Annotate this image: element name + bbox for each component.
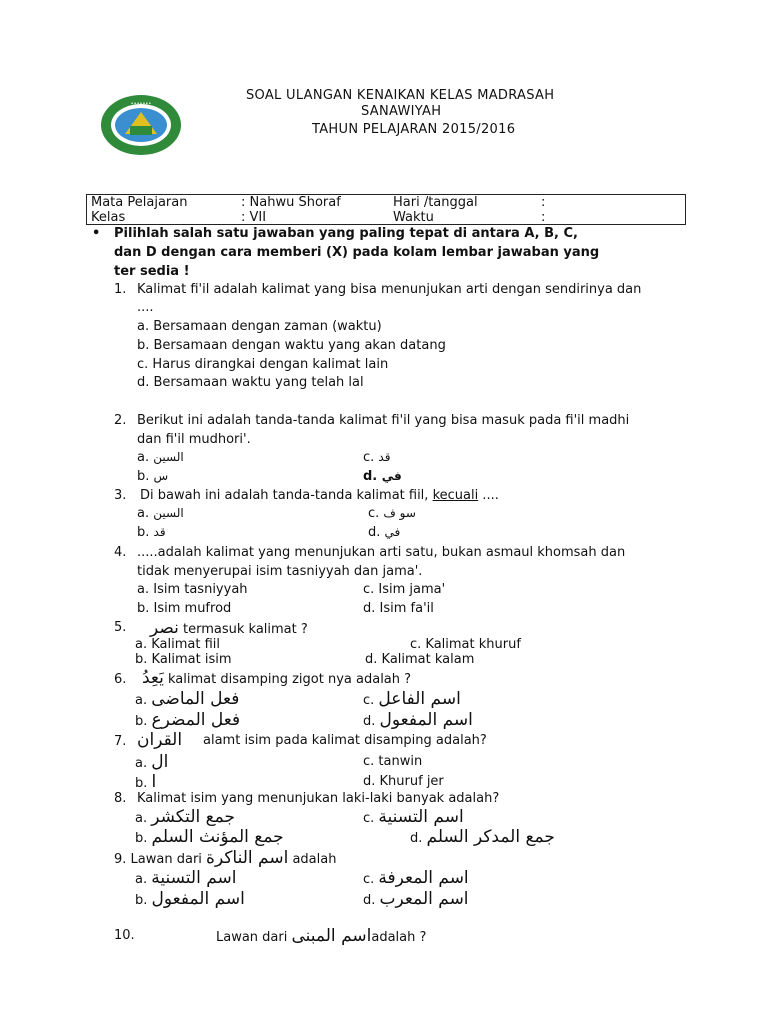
q7-text: alamt isim pada kalimat disamping adalah?	[203, 733, 487, 748]
q6-number: 6.	[114, 672, 127, 687]
q2-text-cont: dan fi'il mudhori'.	[137, 432, 251, 447]
q1-option-a: a. Bersamaan dengan zaman (waktu)	[137, 319, 382, 334]
q5-option-d: d. Kalimat kalam	[365, 652, 475, 667]
q1-option-b: b. Bersamaan dengan waktu yang akan datang	[137, 338, 446, 353]
madrasah-logo	[100, 94, 182, 156]
q5-text: نصر termasuk kalimat ?	[150, 618, 308, 638]
q3-option-b: b. قد	[137, 525, 166, 540]
q6-option-d: d. اسم المفعول	[363, 710, 473, 730]
q6-option-a: a. فعل الماضى	[135, 689, 240, 709]
waktu-value: :	[541, 210, 546, 225]
q8-option-d: d. جمع المدكر السلم	[410, 827, 555, 847]
q9-option-a: a. اسم التسنية	[135, 868, 237, 888]
q8-number: 8.	[114, 791, 127, 806]
q5-option-b: b. Kalimat isim	[135, 652, 232, 667]
q4-text: .....adalah kalimat yang menunjukan arti satu, bukan asmaul khomsah dan	[137, 545, 626, 560]
instruction-line1: Pilihlah salah satu jawaban yang paling tepat di antara A, B, C,	[114, 226, 578, 241]
q4-option-a: a. Isim tasniyyah	[137, 582, 248, 597]
header-line3: TAHUN PELAJARAN 2015/2016	[312, 122, 516, 137]
q8-option-a: a. جمع التكشر	[135, 807, 236, 827]
hari-value: :	[541, 195, 546, 210]
q3-text: Di bawah ini adalah tanda-tanda kalimat fiil, kecuali ....	[140, 488, 499, 503]
q5-option-a: a. Kalimat fiil	[135, 637, 220, 652]
kelas-label: Kelas	[91, 210, 126, 225]
q1-text-cont: ....	[137, 300, 154, 315]
q9-question: 9. Lawan dari اسم الناكرة adalah	[114, 848, 337, 868]
mapel-value: : Nahwu Shoraf	[241, 195, 341, 210]
q4-number: 4.	[114, 545, 127, 560]
header-line2: SANAWIYAH	[361, 104, 442, 119]
q2-text: Berikut ini adalah tanda-tanda kalimat fi'il yang bisa masuk pada fi'il madhi	[137, 413, 630, 428]
q7-option-c: c. tanwin	[363, 754, 423, 769]
q8-option-b: b. جمع المؤنث السلم	[135, 827, 284, 847]
q7-option-a: a. ال	[135, 752, 169, 772]
q10-text: Lawan dari اسم المبنىadalah ?	[216, 926, 427, 946]
kelas-value: : VII	[241, 210, 267, 225]
q5-number: 5.	[114, 620, 127, 635]
q4-option-c: c. Isim jama'	[363, 582, 446, 597]
q7-option-d: d. Khuruf jer	[363, 774, 444, 789]
q3-option-d: d. في	[368, 525, 401, 540]
q8-text: Kalimat isim yang menunjukan laki-laki banyak adalah?	[137, 791, 500, 806]
q10-number: 10.	[114, 928, 135, 943]
q8-option-c: c. اسم التسنية	[363, 807, 464, 827]
q9-option-c: c. اسم المعرفة	[363, 868, 469, 888]
q3-number: 3.	[114, 488, 127, 503]
q9-option-b: b. اسم المفعول	[135, 889, 245, 909]
q9-option-d: d. اسم المعرب	[363, 889, 469, 909]
q4-option-b: b. Isim mufrod	[137, 601, 232, 616]
q1-option-c: c. Harus dirangkai dengan kalimat lain	[137, 357, 389, 372]
q2-number: 2.	[114, 413, 127, 428]
mapel-label: Mata Pelajaran	[91, 195, 188, 210]
q7-option-b: b. ا	[135, 772, 157, 792]
q6-text: يَعِدُ kalimat disamping zigot nya adalah ?	[142, 668, 412, 688]
q6-option-b: b. فعل المضرع	[135, 710, 241, 730]
q1-text: Kalimat fi'il adalah kalimat yang bisa menunjukan arti dengan sendirinya dan	[137, 282, 642, 297]
hari-label: Hari /tanggal	[393, 195, 478, 210]
q3-option-a: a. السين	[137, 506, 184, 521]
q2-option-d: d. في	[363, 469, 402, 484]
q7-number: 7.	[114, 734, 127, 749]
instruction-line2: dan D dengan cara memberi (X) pada kolam lembar jawaban yang	[114, 245, 600, 260]
q1-option-d: d. Bersamaan waktu yang telah lal	[137, 375, 364, 390]
instruction-line3: ter sedia !	[114, 264, 190, 279]
q3-option-c: c. سو ف	[368, 506, 416, 521]
q7-arabic-word: القران	[137, 730, 183, 750]
q6-option-c: c. اسم الفاعل	[363, 689, 461, 709]
q1-number: 1.	[114, 282, 127, 297]
header-line1: SOAL ULANGAN KENAIKAN KELAS MADRASAH	[246, 88, 555, 103]
q2-option-c: c. قد	[363, 450, 391, 465]
svg-text:•••••••: •••••••	[130, 101, 152, 107]
q4-option-d: d. Isim fa'il	[363, 601, 434, 616]
q5-option-c: c. Kalimat khuruf	[410, 637, 521, 652]
q4-text-cont: tidak menyerupai isim tasniyyah dan jama'.	[137, 564, 423, 579]
waktu-label: Waktu	[393, 210, 434, 225]
instruction-bullet: •	[92, 226, 101, 241]
q2-option-a: a. السين	[137, 450, 184, 465]
q2-option-b: b. س	[137, 469, 169, 484]
